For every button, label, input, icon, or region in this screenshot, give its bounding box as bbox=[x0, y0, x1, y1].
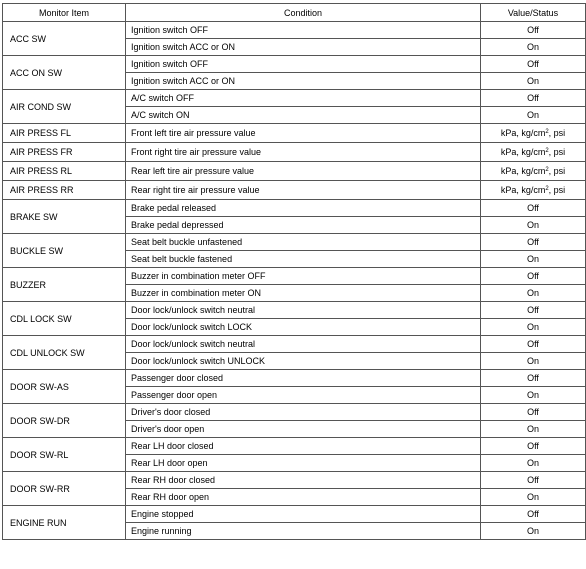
value-status-cell: On bbox=[481, 353, 586, 370]
value-status-cell: On bbox=[481, 489, 586, 506]
condition-cell: Front right tire air pressure value bbox=[126, 143, 481, 162]
table-row bbox=[3, 22, 586, 39]
monitor-item-cell: BUZZER bbox=[3, 268, 126, 302]
condition-cell: A/C switch OFF bbox=[126, 90, 481, 107]
superscript-2: 2 bbox=[545, 148, 549, 154]
table-row bbox=[3, 268, 586, 285]
monitor-item-cell: ACC ON SW bbox=[3, 56, 126, 90]
monitor-item-cell: BUCKLE SW bbox=[3, 234, 126, 268]
superscript-2: 2 bbox=[545, 167, 549, 173]
condition-cell: Rear RH door closed bbox=[126, 472, 481, 489]
condition-cell: Buzzer in combination meter ON bbox=[126, 285, 481, 302]
monitor-item-cell: DOOR SW-RL bbox=[3, 438, 126, 472]
condition-cell: Rear LH door open bbox=[126, 455, 481, 472]
condition-cell: Seat belt buckle fastened bbox=[126, 251, 481, 268]
condition-cell: Rear right tire air pressure value bbox=[126, 181, 481, 200]
table-row bbox=[3, 370, 586, 387]
table-row bbox=[3, 56, 586, 73]
table-body bbox=[3, 22, 586, 540]
table-row bbox=[3, 472, 586, 489]
condition-cell: Seat belt buckle unfastened bbox=[126, 234, 481, 251]
monitor-item-cell: ACC SW bbox=[3, 22, 126, 56]
condition-cell: Door lock/unlock switch neutral bbox=[126, 302, 481, 319]
condition-cell: Brake pedal depressed bbox=[126, 217, 481, 234]
condition-cell: Door lock/unlock switch UNLOCK bbox=[126, 353, 481, 370]
value-status-cell: kPa, $kg/cm^2$, psi bbox=[481, 162, 586, 181]
table-row bbox=[3, 404, 586, 421]
table-row bbox=[3, 506, 586, 523]
condition-cell: Front left tire air pressure value bbox=[126, 124, 481, 143]
condition-cell: Door lock/unlock switch LOCK bbox=[126, 319, 481, 336]
value-status-cell: Off bbox=[481, 370, 586, 387]
condition-cell: Buzzer in combination meter OFF bbox=[126, 268, 481, 285]
value-status-cell: Off bbox=[481, 234, 586, 251]
table-row bbox=[3, 162, 586, 181]
monitor-item-cell: CDL LOCK SW bbox=[3, 302, 126, 336]
header-value-status: Value/Status bbox=[481, 4, 586, 22]
table-row bbox=[3, 181, 586, 200]
condition-cell: Ignition switch ACC or ON bbox=[126, 73, 481, 90]
condition-cell: Ignition switch OFF bbox=[126, 56, 481, 73]
value-status-cell: On bbox=[481, 421, 586, 438]
condition-cell: A/C switch ON bbox=[126, 107, 481, 124]
value-status-cell: On bbox=[481, 39, 586, 56]
value-status-cell: kPa, $kg/cm^2$, psi bbox=[481, 124, 586, 143]
monitor-item-cell: CDL UNLOCK SW bbox=[3, 336, 126, 370]
value-status-cell: On bbox=[481, 217, 586, 234]
value-status-cell: Off bbox=[481, 336, 586, 353]
superscript-2: 2 bbox=[545, 186, 549, 192]
table-row bbox=[3, 336, 586, 353]
monitor-item-cell: DOOR SW-DR bbox=[3, 404, 126, 438]
table-row bbox=[3, 234, 586, 251]
condition-cell: Rear RH door open bbox=[126, 489, 481, 506]
monitor-item-cell: AIR PRESS FR bbox=[3, 143, 126, 162]
monitor-item-cell: BRAKE SW bbox=[3, 200, 126, 234]
value-status-cell: On bbox=[481, 523, 586, 540]
value-status-cell: On bbox=[481, 455, 586, 472]
value-status-cell: Off bbox=[481, 56, 586, 73]
condition-cell: Ignition switch OFF bbox=[126, 22, 481, 39]
monitor-item-cell: AIR COND SW bbox=[3, 90, 126, 124]
table-row bbox=[3, 90, 586, 107]
condition-cell: Brake pedal released bbox=[126, 200, 481, 217]
condition-cell: Door lock/unlock switch neutral bbox=[126, 336, 481, 353]
value-status-cell: Off bbox=[481, 268, 586, 285]
table-row bbox=[3, 124, 586, 143]
monitor-item-cell: DOOR SW-RR bbox=[3, 472, 126, 506]
value-status-cell: On bbox=[481, 73, 586, 90]
monitor-item-cell: AIR PRESS FL bbox=[3, 124, 126, 143]
table-header-row bbox=[3, 4, 586, 22]
condition-cell: Ignition switch ACC or ON bbox=[126, 39, 481, 56]
condition-cell: Engine running bbox=[126, 523, 481, 540]
condition-cell: Engine stopped bbox=[126, 506, 481, 523]
monitor-item-cell: AIR PRESS RR bbox=[3, 181, 126, 200]
value-status-cell: Off bbox=[481, 90, 586, 107]
condition-cell: Passenger door closed bbox=[126, 370, 481, 387]
header-condition: Condition bbox=[126, 4, 481, 22]
condition-cell: Driver's door closed bbox=[126, 404, 481, 421]
table-row bbox=[3, 143, 586, 162]
monitor-item-cell: DOOR SW-AS bbox=[3, 370, 126, 404]
value-status-cell: kPa, $kg/cm^2$, psi bbox=[481, 181, 586, 200]
superscript-2: 2 bbox=[545, 129, 549, 135]
table-row bbox=[3, 200, 586, 217]
value-status-cell: Off bbox=[481, 404, 586, 421]
condition-cell: Driver's door open bbox=[126, 421, 481, 438]
table-row bbox=[3, 302, 586, 319]
value-status-cell: kPa, $kg/cm^2$, psi bbox=[481, 143, 586, 162]
value-status-cell: Off bbox=[481, 22, 586, 39]
condition-cell: Rear LH door closed bbox=[126, 438, 481, 455]
value-status-cell: Off bbox=[481, 438, 586, 455]
monitor-item-cell: AIR PRESS RL bbox=[3, 162, 126, 181]
value-status-cell: Off bbox=[481, 472, 586, 489]
value-status-cell: On bbox=[481, 285, 586, 302]
header-monitor-item: Monitor Item bbox=[3, 4, 126, 22]
value-status-cell: On bbox=[481, 319, 586, 336]
value-status-cell: Off bbox=[481, 506, 586, 523]
condition-cell: Passenger door open bbox=[126, 387, 481, 404]
monitor-item-table bbox=[2, 3, 586, 540]
monitor-item-cell: ENGINE RUN bbox=[3, 506, 126, 540]
table-row bbox=[3, 438, 586, 455]
value-status-cell: On bbox=[481, 251, 586, 268]
value-status-cell: Off bbox=[481, 200, 586, 217]
value-status-cell: Off bbox=[481, 302, 586, 319]
value-status-cell: On bbox=[481, 387, 586, 404]
condition-cell: Rear left tire air pressure value bbox=[126, 162, 481, 181]
value-status-cell: On bbox=[481, 107, 586, 124]
